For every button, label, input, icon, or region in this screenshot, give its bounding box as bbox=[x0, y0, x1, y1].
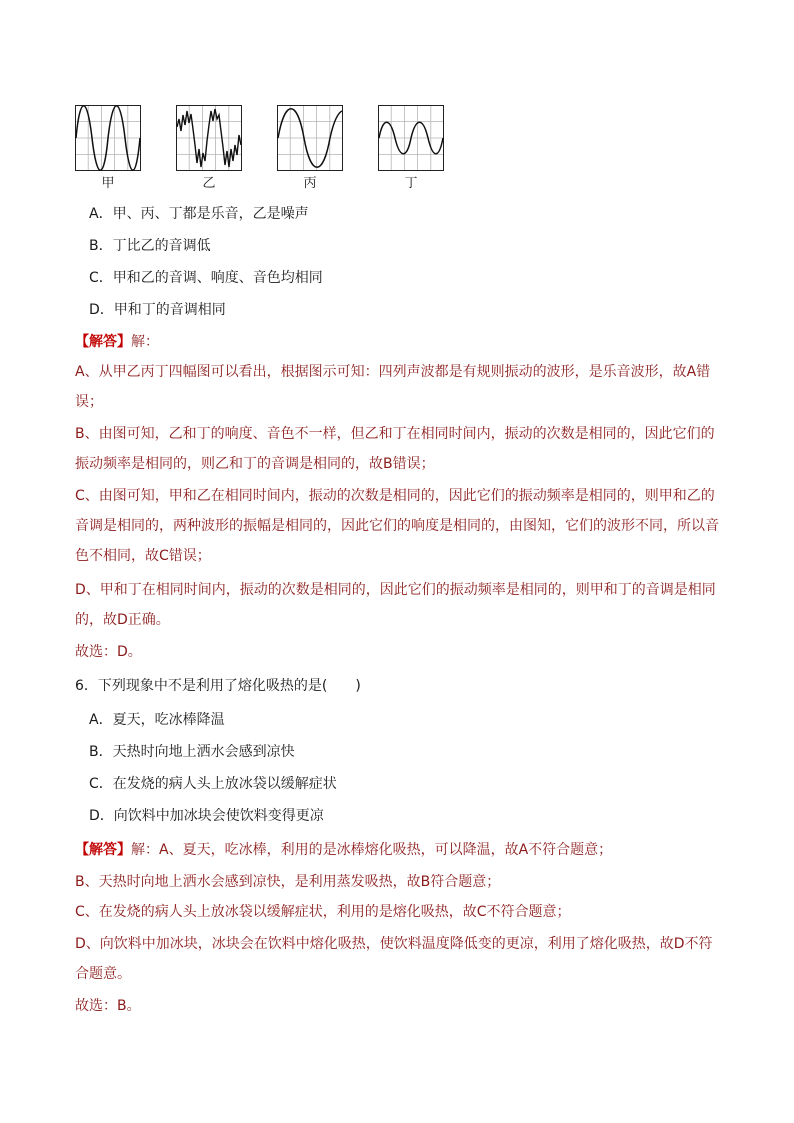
waveform-label-bing: 丙 bbox=[303, 176, 317, 191]
q6-explain-line: C、在发烧的病人头上放冰袋以缓解症状，利用的是熔化吸热，故C不符合题意； bbox=[75, 904, 571, 920]
q5-explain-line: A、从甲乙丙丁四幅图可以看出，根据图示可知：四列声波都是有规则振动的波形，是乐音波形，故A错 bbox=[75, 364, 711, 380]
q5-explain-line: 的，故D正确。 bbox=[75, 612, 170, 628]
q6-explain-line: D、向饮料中加冰块，冰块会在饮料中熔化吸热，使饮料温度降低变的更凉，利用了熔化吸热，故D不符 bbox=[75, 936, 713, 952]
waveform-bing bbox=[277, 105, 343, 171]
q6-question: 6．下列现象中不是利用了熔化吸热的是( ) bbox=[75, 678, 361, 694]
waveform-label-yi: 乙 bbox=[202, 176, 216, 191]
waveform-jia bbox=[75, 105, 141, 171]
q6-explain-line: 合题意。 bbox=[75, 966, 131, 982]
waveform-label-ding: 丁 bbox=[404, 176, 418, 191]
answer-intro: 解： bbox=[131, 334, 159, 350]
waveform-label-jia: 甲 bbox=[101, 176, 115, 191]
waveform-yi bbox=[176, 105, 242, 171]
q5-explain-line: D、甲和丁在相同时间内，振动的次数是相同的，因此它们的振动频率是相同的，则甲和丁的音调是相同 bbox=[75, 582, 716, 598]
q6-option-b: B．天热时向地上洒水会感到凉快 bbox=[89, 744, 295, 760]
q5-explain-line: 误； bbox=[75, 394, 103, 410]
q5-choice: 故选：D。 bbox=[75, 644, 142, 660]
q5-option-a: A．甲、丙、丁都是乐音，乙是噪声 bbox=[89, 206, 309, 222]
q5-explain-line: C、由图可知，甲和乙在相同时间内，振动的次数是相同的，因此它们的振动频率是相同的，则甲和乙的 bbox=[75, 488, 715, 504]
q6-option-a: A．夏天，吃冰棒降温 bbox=[89, 712, 225, 728]
answer-tag: 【解答】 bbox=[75, 334, 131, 350]
answer-intro: 解：A、夏天，吃冰棒，利用的是冰棒熔化吸热，可以降温，故A不符合题意； bbox=[131, 842, 613, 858]
q5-explain-line: 振动频率是相同的，则乙和丁的音调是相同的，故B错误； bbox=[75, 456, 435, 472]
q5-explain-line: 音调是相同的，两种波形的振幅是相同的，因此它们的响度是相同的，由图知，它们的波形不同，所以音 bbox=[75, 518, 719, 534]
q5-option-b: B．丁比乙的音调低 bbox=[89, 238, 211, 254]
q6-option-c: C．在发烧的病人头上放冰袋以缓解症状 bbox=[89, 776, 337, 792]
q5-answer-heading bbox=[75, 332, 159, 352]
waveform-ding bbox=[378, 105, 444, 171]
q5-explain-line: B、由图可知，乙和丁的响度、音色不一样，但乙和丁在相同时间内，振动的次数是相同的，因此它们的 bbox=[75, 426, 715, 442]
q6-explain-line: B、天热时向地上洒水会感到凉快，是利用蒸发吸热，故B符合题意； bbox=[75, 874, 501, 890]
q6-option-d: D．向饮料中加冰块会使饮料变得更凉 bbox=[89, 808, 324, 824]
q5-explain-line: 色不相同，故C错误； bbox=[75, 548, 211, 564]
q5-option-c: C．甲和乙的音调、响度、音色均相同 bbox=[89, 270, 323, 286]
q5-option-d: D．甲和丁的音调相同 bbox=[89, 302, 226, 318]
answer-tag: 【解答】 bbox=[75, 842, 131, 858]
q6-answer-heading bbox=[75, 840, 612, 860]
q6-choice: 故选：B。 bbox=[75, 998, 141, 1014]
